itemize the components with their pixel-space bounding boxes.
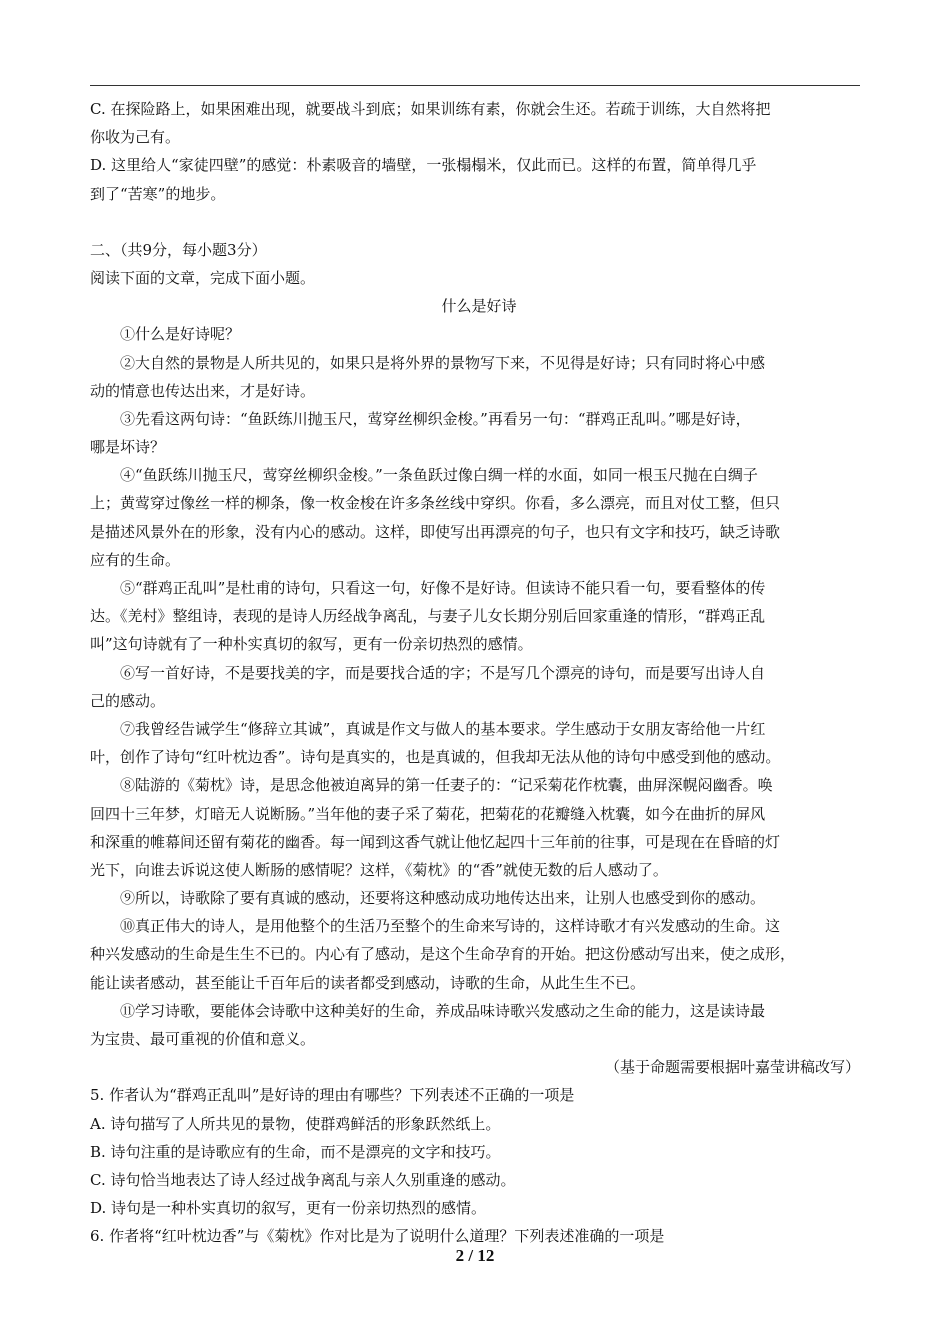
paragraph-3 bbox=[90, 405, 868, 461]
paragraph-line: 己的感动。 bbox=[90, 691, 166, 710]
q4-option-d-line2: 到了“苦寒”的地步。 bbox=[90, 184, 226, 203]
paragraph-line: ⑪学习诗歌，要能体会诗歌中这种美好的生命，养成品味诗歌兴发感动之生命的能力，这是读诗最 bbox=[120, 1001, 766, 1020]
paragraph-line: ③先看这两句诗：“鱼跃练川抛玉尺，莺穿丝柳织金梭。”再看另一句：“群鸡正乱叫。”哪是好诗， bbox=[120, 409, 751, 428]
paragraph-line: 应有的生命。 bbox=[90, 550, 181, 569]
paragraph-8 bbox=[90, 771, 868, 884]
paragraph-5 bbox=[90, 574, 868, 659]
paragraph-6 bbox=[90, 659, 868, 715]
source-note: （基于命题需要根据叶嘉莹讲稿改写） bbox=[604, 1058, 860, 1077]
paragraph-line: 光下，向谁去诉说这使人断肠的感情呢？这样，《菊枕》的“香”就使无数的后人感动了。 bbox=[90, 860, 668, 879]
paragraph-line: ⑩真正伟大的诗人，是用他整个的生活乃至整个的生命来写诗的，这样诗歌才有兴发感动的生命。这 bbox=[120, 917, 781, 936]
paragraph-10 bbox=[90, 912, 868, 997]
section2-heading: 二、（共9分，每小题3分） bbox=[90, 240, 267, 259]
question-stem: 5. 作者认为“群鸡正乱叫”是好诗的理由有哪些？下列表述不正确的一项是 bbox=[90, 1086, 575, 1105]
question-5 bbox=[90, 1081, 868, 1222]
paragraph-line: 哪是坏诗？ bbox=[90, 438, 166, 457]
paragraph-line: 能让读者感动，甚至能让千百年后的读者都受到感动，诗歌的生命，从此生生不已。 bbox=[90, 973, 646, 992]
paragraph-line: ⑨所以，诗歌除了要有真诚的感动，还要将这种感动成功地传达出来，让别人也感受到你的感动。 bbox=[120, 889, 766, 908]
paragraph-line: 叫”这句诗就有了一种朴实真切的叙写，更有一份亲切热烈的感情。 bbox=[90, 635, 533, 654]
paragraph-line: ⑦我曾经告诫学生“修辞立其诚”，真诚是作文与做人的基本要求。学生感动于女朋友寄给他一片红 bbox=[120, 719, 766, 738]
paragraph-line: 为宝贵、最可重视的价值和意义。 bbox=[90, 1030, 316, 1048]
paragraph-line: 达。《羌村》整组诗，表现的是诗人历经战争离乱，与妻子儿女长期分别后回家重逢的情形，“群鸡正乱 bbox=[90, 607, 766, 626]
paragraph-9 bbox=[90, 884, 868, 912]
option-d: D. 诗句是一种朴实真切的叙写，更有一份亲切热烈的感情。 bbox=[90, 1199, 487, 1218]
document-body bbox=[90, 95, 868, 1251]
paragraph-line: 是描述风景外在的形象，没有内心的感动。这样，即使写出再漂亮的句子，也只有文字和技巧，缺乏诗歌 bbox=[90, 522, 781, 541]
page-number: 2 / 12 bbox=[455, 1246, 495, 1265]
paragraph-2 bbox=[90, 349, 868, 405]
paragraph-line: ⑥写一首好诗，不是要找美的字，而是要找合适的字；不是写几个漂亮的诗句，而是要写出诗人自 bbox=[120, 663, 766, 682]
q4-option-d-line1: D. 这里给人“家徒四壁”的感觉：朴素吸音的墙壁，一张榻榻米，仅此而已。这样的布置，简单得几乎 bbox=[90, 156, 757, 175]
paragraph-line: 动的情意也传达出来，才是好诗。 bbox=[90, 381, 316, 400]
paragraph-4 bbox=[90, 461, 868, 574]
q4-options-tail bbox=[90, 95, 868, 208]
paragraph-1 bbox=[90, 320, 868, 348]
q4-option-c-line2: 你收为己有。 bbox=[90, 128, 181, 147]
paragraph-line: 种兴发感动的生命是生生不已的。内心有了感动，是这个生命孕育的开始。把这份感动写出来，使之成形， bbox=[90, 945, 796, 964]
paragraph-7 bbox=[90, 715, 868, 771]
question-stem: 6. 作者将“红叶枕边香”与《菊枕》作对比是为了说明什么道理？下列表述准确的一项是 bbox=[90, 1227, 665, 1246]
option-b: B. 诗句注重的是诗歌应有的生命，而不是漂亮的文字和技巧。 bbox=[90, 1142, 501, 1161]
section2-instruction: 阅读下面的文章，完成下面小题。 bbox=[90, 268, 316, 287]
paragraph-line: ②大自然的景物是人所共见的，如果只是将外界的景物写下来，不见得是好诗；只有同时将心中感 bbox=[120, 353, 766, 372]
paragraph-line: ⑤“群鸡正乱叫”是杜甫的诗句，只看这一句，好像不是好诗。但读诗不能只看一句，要看整体的传 bbox=[120, 579, 766, 597]
article-title: 什么是好诗 bbox=[441, 297, 517, 316]
paragraph-line: 叶，创作了诗句“红叶枕边香”。诗句是真实的，也是真诚的，但我却无法从他的诗句中感受到他的感动。 bbox=[90, 748, 781, 767]
paragraph-11 bbox=[90, 997, 868, 1053]
paragraph-line: ④“鱼跃练川抛玉尺，莺穿丝柳织金梭。”一条鱼跃过像白绸一样的水面，如同一根玉尺抛在白绸子 bbox=[120, 466, 758, 485]
paragraph-line: ①什么是好诗呢？ bbox=[120, 325, 241, 344]
article-body bbox=[90, 320, 868, 1053]
option-c: C. 诗句恰当地表达了诗人经过战争离乱与亲人久别重逢的感动。 bbox=[90, 1170, 516, 1189]
header-rule bbox=[90, 85, 860, 86]
paragraph-line: 上；黄莺穿过像丝一样的柳条，像一枚金梭在许多条丝线中穿织。你看，多么漂亮，而且对仗工整，但只 bbox=[90, 494, 781, 513]
q4-option-c-line1: C. 在探险路上，如果困难出现，就要战斗到底；如果训练有素，你就会生还。若疏于训练，大自然将把 bbox=[90, 100, 771, 118]
paragraph-line: ⑧陆游的《菊枕》诗，是思念他被迫离异的第一任妻子的：“记采菊花作枕囊，曲屏深幌闷幽香。唤 bbox=[120, 776, 773, 795]
option-a: A. 诗句描写了人所共见的景物，使群鸡鲜活的形象跃然纸上。 bbox=[90, 1114, 501, 1133]
paragraph-line: 回四十三年梦，灯暗无人说断肠。”当年他的妻子采了菊花，把菊花的花瓣缝入枕囊，如今在曲折的屏风 bbox=[90, 804, 766, 823]
paragraph-line: 和深重的帷幕间还留有菊花的幽香。每一闻到这香气就让他忆起四十三年前的往事，可是现在在昏暗的灯 bbox=[90, 832, 781, 851]
